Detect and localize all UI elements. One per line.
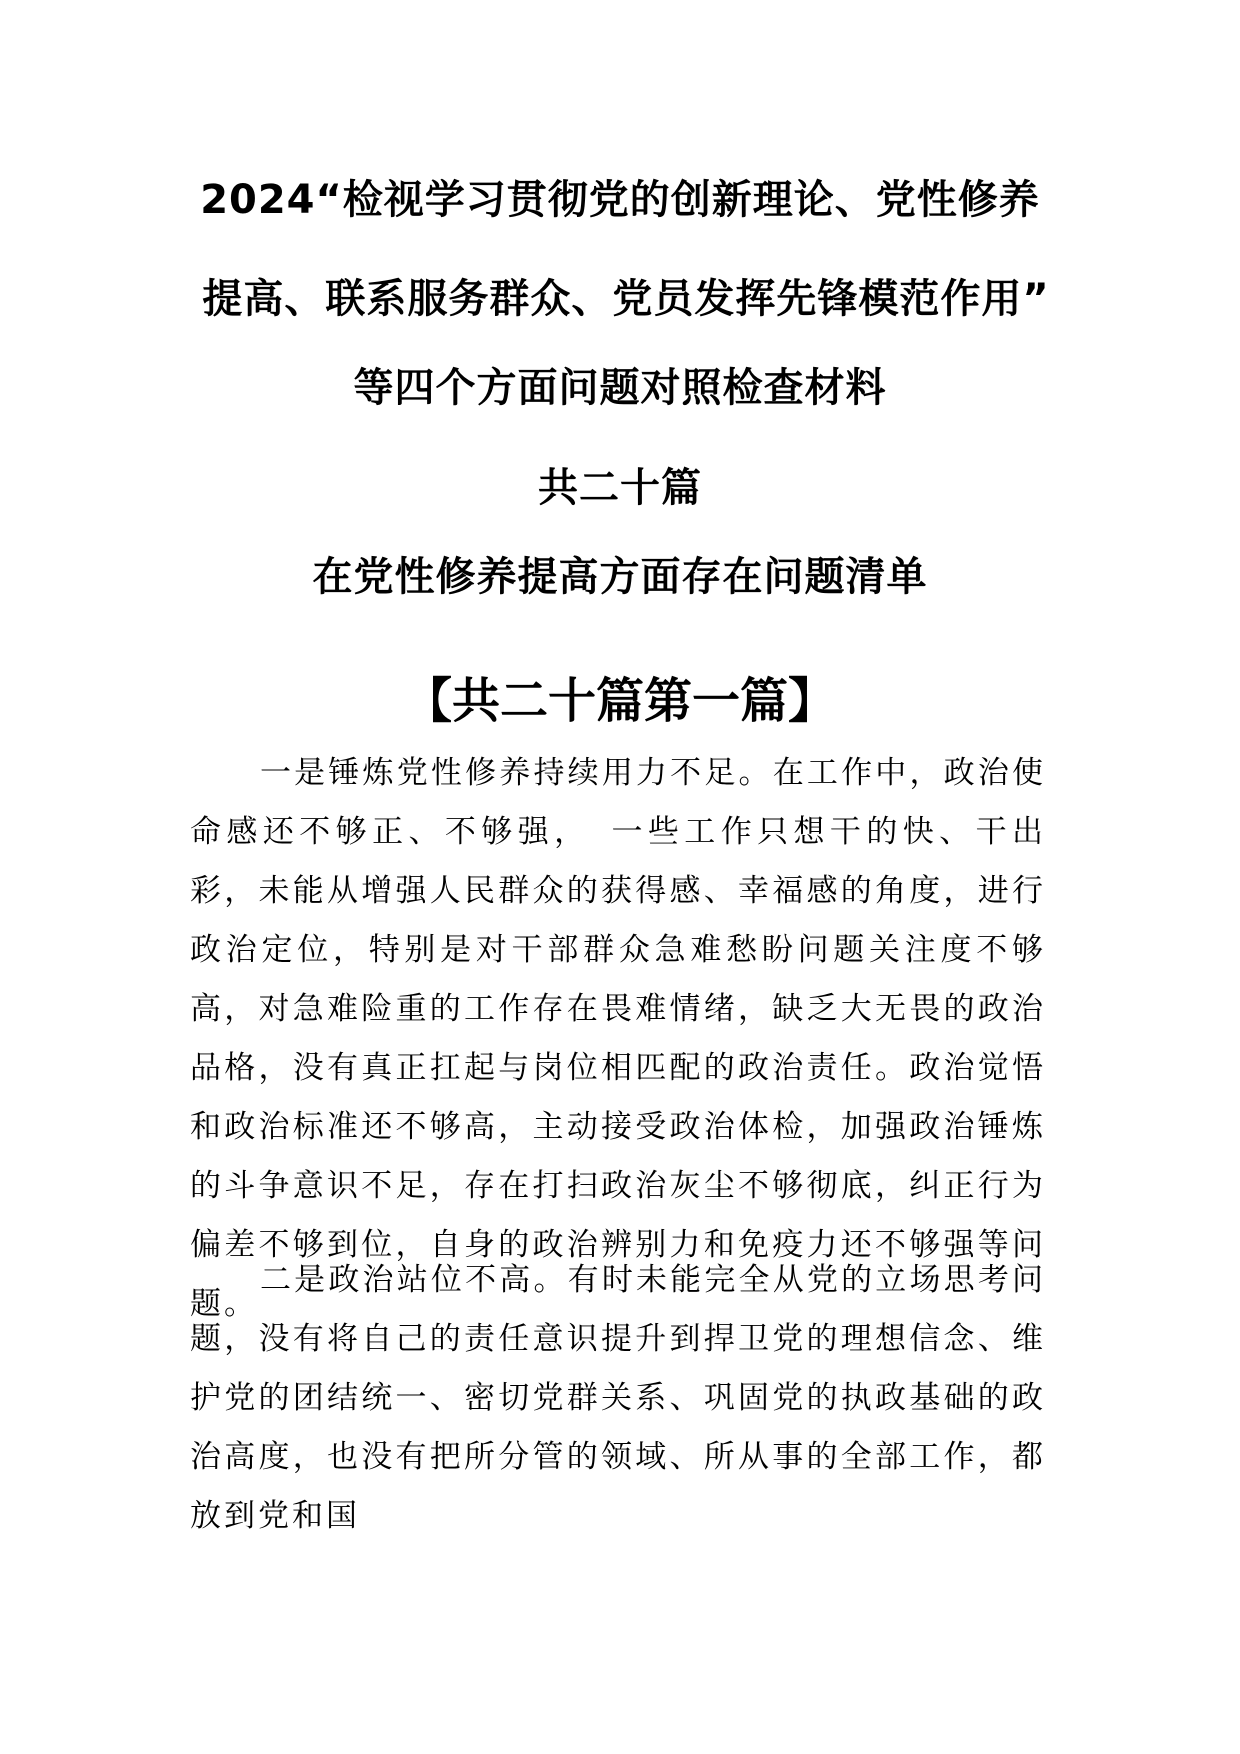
document-title-line-3: 等四个方面问题对照检查材料 bbox=[353, 365, 887, 411]
document-subtitle-topic: 在党性修养提高方面存在问题清单 bbox=[312, 554, 928, 600]
document-subtitle-count: 共二十篇 bbox=[538, 465, 702, 511]
document-title-line-1: 2024“检视学习贯彻党的创新理论、党性修养 bbox=[200, 177, 1040, 223]
document-title-line-2: 提高、联系服务群众、党员发挥先锋模范作用” bbox=[202, 276, 1050, 322]
section-heading: 【共二十篇第一篇】 bbox=[403, 673, 836, 729]
paragraph-2: 二是政治站位不高。有时未能完全从党的立场思考问题，没有将自己的责任意识提升到捍卫党的理想信念、维护党的团结统一、密切党群关系、巩固党的执政基础的政治高度，也没有把所分管的领域、所从事的全部工作，都放到党和国 bbox=[190, 1262, 1046, 1534]
paragraph-1: 一是锤炼党性修养持续用力不足。在工作中，政治使命感还不够正、不够强， 一些工作只想干的快、干出彩，未能从增强人民群众的获得感、幸福感的角度，进行政治定位，特别是对干部群众急难愁盼问题关注度不够高，对急难险重的工作存在畏难情绪，缺乏大无畏的政治品格，没有真正扛起与岗位相匹配的政治责任。政治觉悟和政治标准还不够高，主动接受政治体检，加强政治锤炼的斗争意识不足，存在打扫政治灰尘不够彻底，纠正行为偏差不够到位，自身的政治辨别力和免疫力还不够强等问题。 bbox=[190, 755, 1046, 1322]
